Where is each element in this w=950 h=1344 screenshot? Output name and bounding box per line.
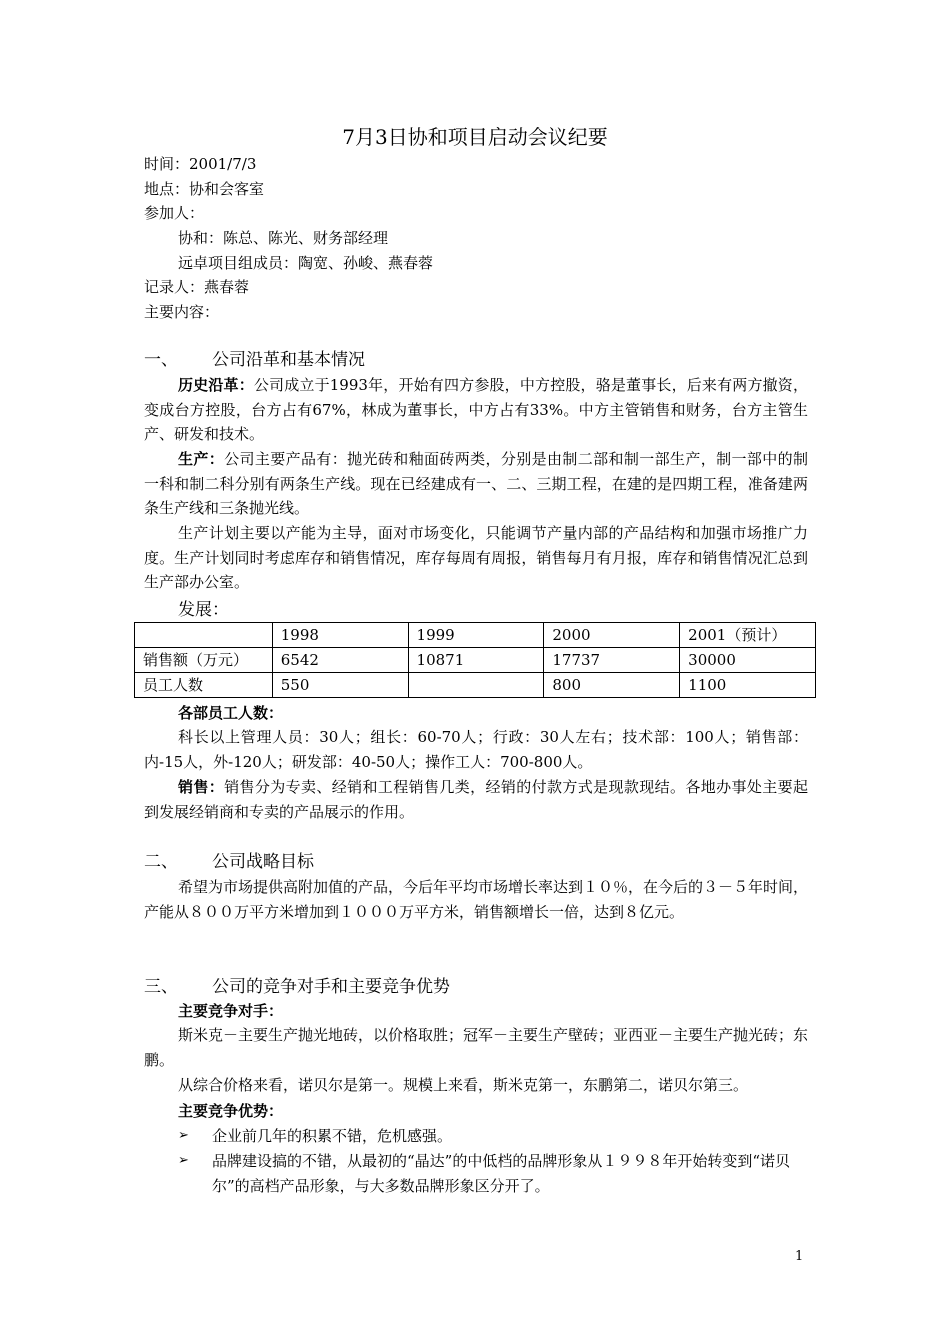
history-paragraph <box>144 373 808 447</box>
table-cell: 2001（预计） <box>680 623 816 648</box>
sales-label: 销售： <box>178 778 225 796</box>
history-label: 历史沿革： <box>178 376 254 394</box>
section-1-title: 公司沿革和基本情况 <box>212 350 365 370</box>
meeting-place: 地点：协和会客室 <box>144 180 265 198</box>
table-cell: 1999 <box>408 623 544 648</box>
meeting-time: 时间：2001/7/3 <box>144 155 257 173</box>
section-3-title: 公司的竞争对手和主要竞争优势 <box>212 977 450 997</box>
table-cell: 800 <box>544 673 680 698</box>
section-2-heading <box>144 851 314 873</box>
recorder: 记录人：燕春蓉 <box>144 278 250 296</box>
staff-label: 各部员工人数： <box>178 704 284 722</box>
production-label: 生产： <box>178 450 225 468</box>
table-header-row <box>135 623 816 648</box>
rivals-label: 主要竞争对手： <box>178 1002 284 1020</box>
arrow-bullet-icon: ➢ <box>178 1153 189 1168</box>
section-2-number: 二、 <box>144 852 178 872</box>
development-label: 发展： <box>178 600 229 620</box>
page-number: 1 <box>795 1249 804 1264</box>
attendees-yuanzhuo: 远卓项目组成员：陶宽、孙峻、燕春蓉 <box>178 254 434 272</box>
table-cell <box>408 673 544 698</box>
section-1-number: 一、 <box>144 350 178 370</box>
table-cell: 10871 <box>408 648 544 673</box>
document-title: 7月3日协和项目启动会议纪要 <box>342 125 608 149</box>
table-cell: 6542 <box>272 648 408 673</box>
section-1-heading <box>144 349 365 371</box>
section-3-number: 三、 <box>144 977 178 997</box>
content-label: 主要内容： <box>144 303 220 321</box>
section-3-heading <box>144 976 450 998</box>
production-text: 公司主要产品有：抛光砖和釉面砖两类，分别是由制二部和制一部生产，制一部中的制一科和制二科分别有两条生产线。现在已经建成有一、二、三期工程，在建的是四期工程，准备建两条生产线和三条抛光线。 <box>144 450 808 517</box>
attendees-xiehe: 协和：陈总、陈光、财务部经理 <box>178 229 389 247</box>
table-cell: 17737 <box>544 648 680 673</box>
section-2-title: 公司战略目标 <box>212 852 314 872</box>
development-table <box>134 622 816 698</box>
table-cell: 30000 <box>680 648 816 673</box>
table-cell: 1100 <box>680 673 816 698</box>
advantage-text: 品牌建设搞的不错，从最初的“晶达”的中低档的品牌形象从１９９８年开始转变到“诺贝尔”的高档产品形象，与大多数品牌形象区分开了。 <box>212 1152 791 1195</box>
compare-paragraph: 从综合价格来看，诺贝尔是第一。规模上来看，斯米克第一，东鹏第二，诺贝尔第三。 <box>178 1076 749 1094</box>
arrow-bullet-icon: ➢ <box>178 1128 189 1143</box>
plan-paragraph: 生产计划主要以产能为主导，面对市场变化，只能调节产量内部的产品结构和加强市场推广力度。生产计划同时考虑库存和销售情况，库存每周有周报，销售每月有月报，库存和销售情况汇总到生产部办公室。 <box>144 524 808 591</box>
staff-paragraph: 科长以上管理人员：30人；组长：60-70人；行政：30人左右；技术部：100人；销售部：内-15人，外-120人；研发部：40-50人；操作工人：700-800人。 <box>144 728 808 771</box>
table-cell: 550 <box>272 673 408 698</box>
advantage-item <box>178 1124 808 1149</box>
production-paragraph <box>144 447 808 521</box>
rivals-paragraph: 斯米克－主要生产抛光地砖，以价格取胜；冠军－主要生产壁砖；亚西亚－主要生产抛光砖；东鹏。 <box>144 1026 809 1069</box>
table-row <box>135 648 816 673</box>
sales-text: 销售分为专卖、经销和工程销售几类，经销的付款方式是现款现结。各地办事处主要起到发展经销商和专卖的产品展示的作用。 <box>144 778 808 821</box>
advantages-label: 主要竞争优势： <box>178 1102 284 1120</box>
attendees-label: 参加人： <box>144 204 205 222</box>
table-cell: 2000 <box>544 623 680 648</box>
strategy-paragraph: 希望为市场提供高附加值的产品，今后年平均市场增长率达到１０％，在今后的３－５年时间，产能从８００万平方米增加到１０００万平方米，销售额增长一倍，达到８亿元。 <box>144 878 809 921</box>
table-cell: 销售额（万元） <box>135 648 273 673</box>
history-text: 公司成立于1993年，开始有四方参股，中方控股，骆是董事长，后来有两方撤资，变成台方控股，台方占有67%，林成为董事长，中方占有33%。中方主管销售和财务，台方主管生产、研发和技术。 <box>144 376 808 443</box>
advantage-item <box>178 1149 808 1198</box>
table-cell <box>135 623 273 648</box>
table-cell: 员工人数 <box>135 673 273 698</box>
sales-paragraph <box>144 775 808 824</box>
table-row <box>135 673 816 698</box>
advantage-text: 企业前几年的积累不错，危机感强。 <box>212 1127 453 1145</box>
table-cell: 1998 <box>272 623 408 648</box>
